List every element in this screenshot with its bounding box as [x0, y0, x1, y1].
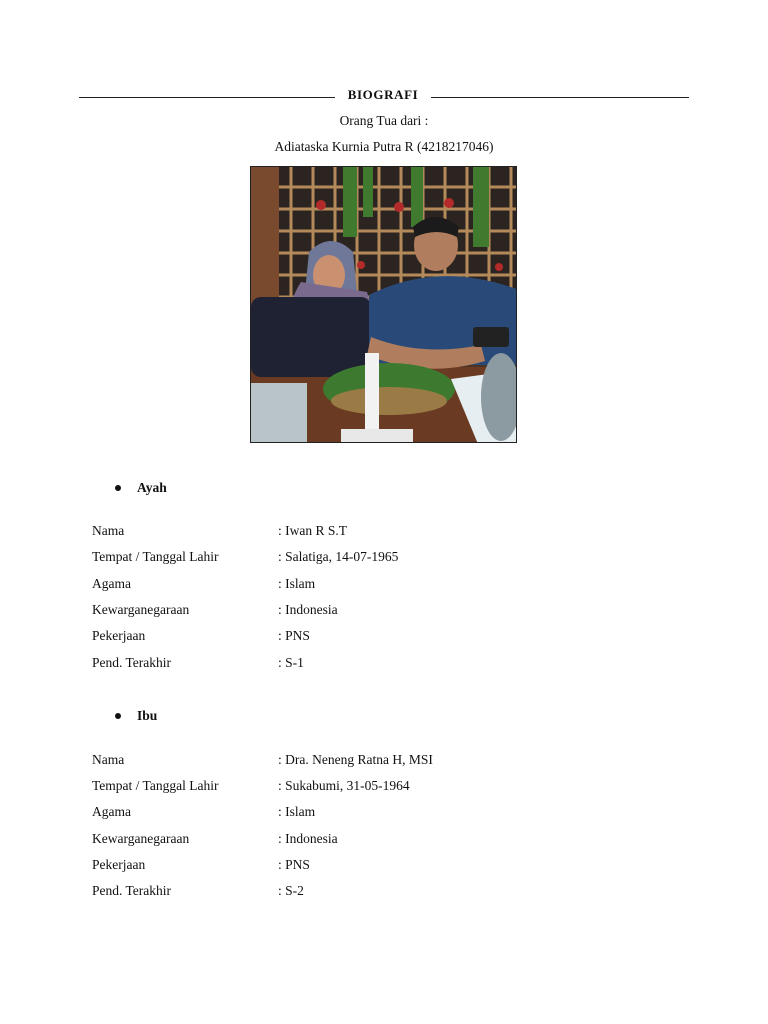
row-label: Nama: [92, 752, 125, 767]
row-value: : Islam: [278, 576, 316, 591]
row-label: Pekerjaan: [92, 857, 146, 872]
mother-row-birth: [92, 778, 592, 798]
mother-row-occupation: [92, 857, 592, 877]
row-label: Pekerjaan: [92, 628, 146, 643]
row-label: Kewarganegaraan: [92, 602, 190, 617]
row-value: : Dra. Neneng Ratna H, MSI: [278, 752, 433, 767]
mother-heading: [115, 708, 157, 724]
subtitle-parents-of: Orang Tua dari :: [339, 113, 429, 128]
father-heading-label: Ayah: [137, 480, 167, 495]
row-value: : S-1: [278, 655, 304, 670]
row-value: : Indonesia: [278, 602, 338, 617]
mother-row-name: [92, 752, 592, 772]
father-row-citizenship: [92, 602, 592, 622]
title-row: [79, 86, 689, 108]
row-label: Tempat / Tanggal Lahir: [92, 549, 219, 564]
row-value: : S-2: [278, 883, 304, 898]
row-value: : PNS: [278, 628, 310, 643]
row-value: : Salatiga, 14-07-1965: [278, 549, 399, 564]
row-value: : Islam: [278, 804, 316, 819]
parents-photo: [250, 166, 517, 443]
title-rule-left: [79, 97, 335, 98]
bullet-icon: [115, 713, 121, 719]
subtitle-child-name: Adiataska Kurnia Putra R (4218217046): [274, 139, 494, 154]
mother-row-religion: [92, 804, 592, 824]
row-label: Pend. Terakhir: [92, 883, 172, 898]
father-row-name: [92, 523, 592, 543]
title-rule-right: [431, 97, 689, 98]
row-label: Nama: [92, 523, 125, 538]
father-row-religion: [92, 576, 592, 596]
father-heading: [115, 480, 167, 496]
row-label: Agama: [92, 804, 131, 819]
father-row-occupation: [92, 628, 592, 648]
row-value: : PNS: [278, 857, 310, 872]
document-title: BIOGRAFI: [347, 87, 419, 102]
bullet-icon: [115, 485, 121, 491]
mother-row-education: [92, 883, 592, 903]
row-value: : Indonesia: [278, 831, 338, 846]
row-label: Kewarganegaraan: [92, 831, 190, 846]
row-label: Pend. Terakhir: [92, 655, 172, 670]
mother-row-citizenship: [92, 831, 592, 851]
mother-heading-label: Ibu: [137, 708, 158, 723]
row-label: Tempat / Tanggal Lahir: [92, 778, 219, 793]
father-row-education: [92, 655, 592, 675]
row-value: : Sukabumi, 31-05-1964: [278, 778, 410, 793]
row-value: : Iwan R S.T: [278, 523, 347, 538]
father-row-birth: [92, 549, 592, 569]
row-label: Agama: [92, 576, 131, 591]
